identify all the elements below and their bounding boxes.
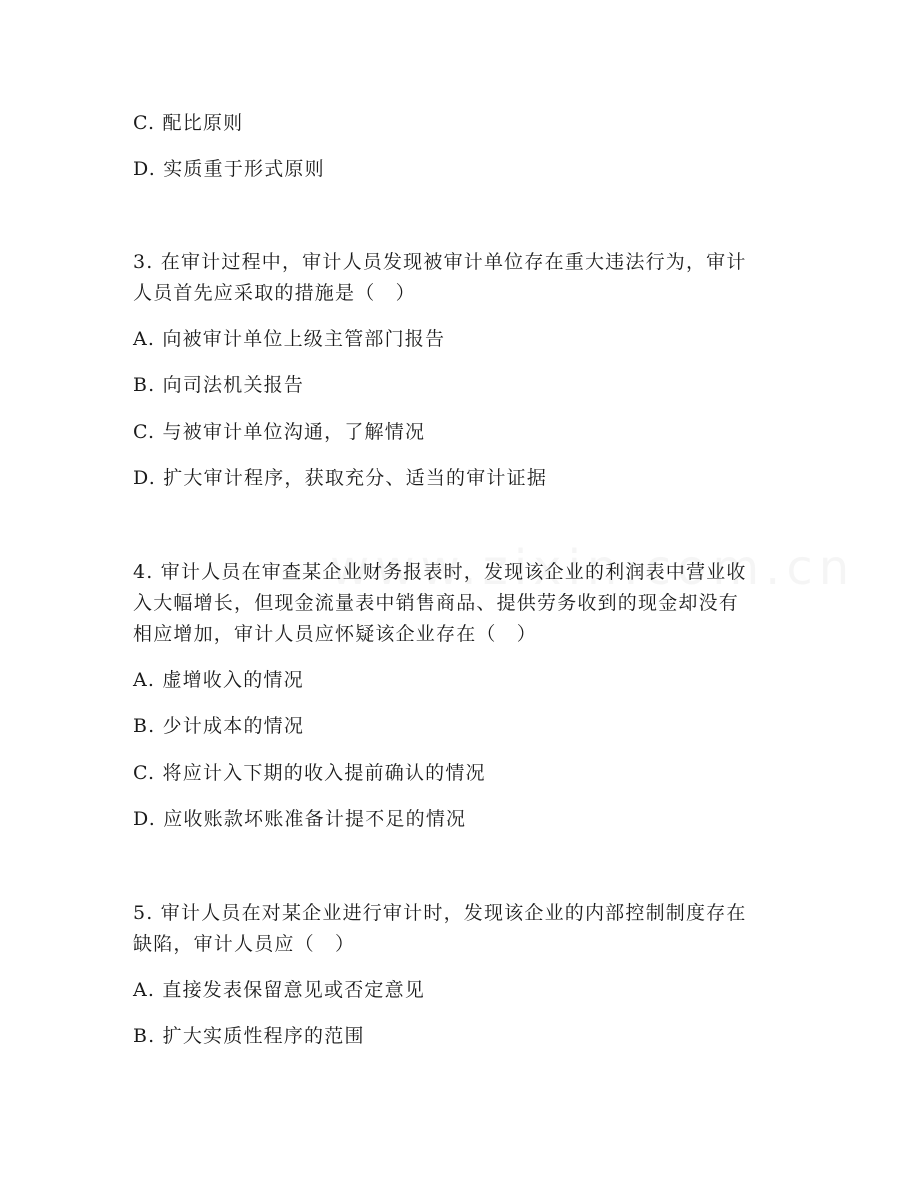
question-3-line-1: 3. 在审计过程中，审计人员发现被审计单位存在重大违法行为，审计 [133,251,747,273]
option-4c: C. 将应计入下期的收入提前确认的情况 [133,762,486,784]
option-4d: D. 应收账款坏账准备计提不足的情况 [133,808,467,830]
question-4-line-1: 4. 审计人员在审查某企业财务报表时，发现该企业的利润表中营业收 [133,561,747,583]
option-3d: D. 扩大审计程序，获取充分、适当的审计证据 [133,467,548,489]
question-5-line-2: 缺陷，审计人员应（ ） [133,933,356,955]
option-4b: B. 少计成本的情况 [133,715,305,737]
option-2c: C. 配比原则 [133,112,244,134]
question-5-line-1: 5. 审计人员在对某企业进行审计时，发现该企业的内部控制制度存在 [133,902,747,924]
option-5a: A. 直接发表保留意见或否定意见 [133,979,426,1001]
question-4-line-3: 相应增加，审计人员应怀疑该企业存在（ ） [133,623,538,645]
question-3-line-2: 人员首先应采取的措施是（ ） [133,282,416,304]
option-2d: D. 实质重于形式原则 [133,158,325,180]
option-3b: B. 向司法机关报告 [133,374,305,396]
option-3c: C. 与被审计单位沟通，了解情况 [133,421,426,443]
question-4-line-2: 入大幅增长，但现金流量表中销售商品、提供劳务收到的现金却没有 [133,592,740,614]
option-3a: A. 向被审计单位上级主管部门报告 [133,328,446,350]
option-4a: A. 虚增收入的情况 [133,669,304,691]
option-5b: B. 扩大实质性程序的范围 [133,1025,365,1047]
